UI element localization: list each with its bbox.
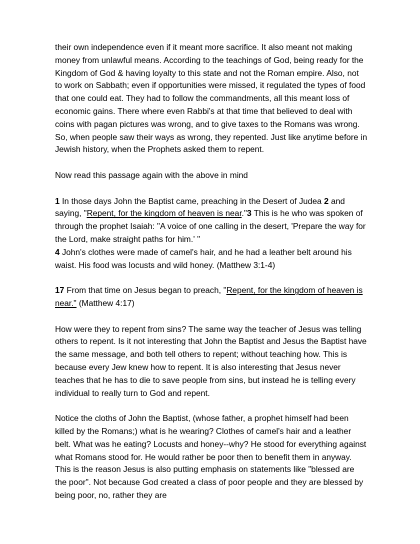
verse-2-underlined-quote: Repent, for the kingdom of heaven is near: [86, 208, 242, 219]
verse-4-text: John's clothes were made of camel's hair, and he had a leather belt around his waist. His food was locusts and wild honey. (Matthew 3:1-4): [55, 246, 352, 270]
verse-17-text-pre: From that time on Jesus began to preach, ": [64, 285, 227, 296]
verse-3-text: This is he who was spoken of through the prophet Isaiah: "A voice of one calling in the desert, 'Prepare the way for the Lord, make straight paths for him.' ": [55, 208, 366, 244]
verse-17-citation: (Matthew 4:17): [76, 297, 135, 308]
paragraph-historical-context: their own independence even if it meant more sacrifice. It also meant not making money from unlawful means. According to the teachings of God, being ready for the Kingdom of God & having loyalty to this state and not the Roman empire. Also, not to work on Sabbath; even if opportunities were missed, it regulated the types of food that one could eat. They had to follow the commandments, all this meant loss of economic gains. There where even Rabbi's at that time that believed to deal with coins with pagan pictures was wrong, and to give taxes to the Romans was wrong. So, when people saw their ways as wrong, they repented. Just like anytime before in Jewish history, when the Prophets asked them to repent.: [55, 42, 368, 155]
verse-number-1: 1: [55, 195, 60, 206]
verse-number-4: 4: [55, 246, 60, 257]
paragraph-matthew-3: [55, 195, 368, 272]
paragraph-read-again: Now read this passage again with the above in mind: [55, 169, 248, 180]
verse-number-3: 3: [246, 208, 252, 219]
verse-17-underlined-quote: Repent, for the kingdom of heaven is near.": [55, 285, 363, 308]
verse-number-17: 17: [55, 285, 65, 296]
paragraph-john-clothes: Notice the cloths of John the Baptist, (whose father, a prophet himself had been killed by the Romans;) what is he wearing? Clothes of camel's hair and a leather belt. What was he eating? Locusts and honey--why? He stood for everything against what Romans stood for. He would rather be poor then to benefit them in anyway. This is the reason Jesus is also putting emphasis on statements like "blessed are the poor". Not because God created a class of poor people and they are blessed by being poor, no, rather they are: [55, 413, 367, 500]
paragraph-how-to-repent: How were they to repent from sins? The same way the teacher of Jesus was telling others to repent. Is it not interesting that John the Baptist and Jesus the Baptist have the same message, and both tell others to repent; without teaching how. This is because every Jew knew how to repent. It is also interesting that Jesus never teaches that he has to die to save people from sins, but instead he is telling every individual to really turn to God and repent.: [55, 323, 367, 398]
paragraph-matthew-4: [55, 284, 368, 310]
verse-2-text-pre: and saying, ": [55, 195, 345, 219]
verse-1-text: In those days John the Baptist came, preaching in the Desert of Judea: [59, 195, 325, 206]
verse-number-2: 2: [324, 195, 329, 206]
verse-2-text-post: .": [241, 208, 247, 219]
